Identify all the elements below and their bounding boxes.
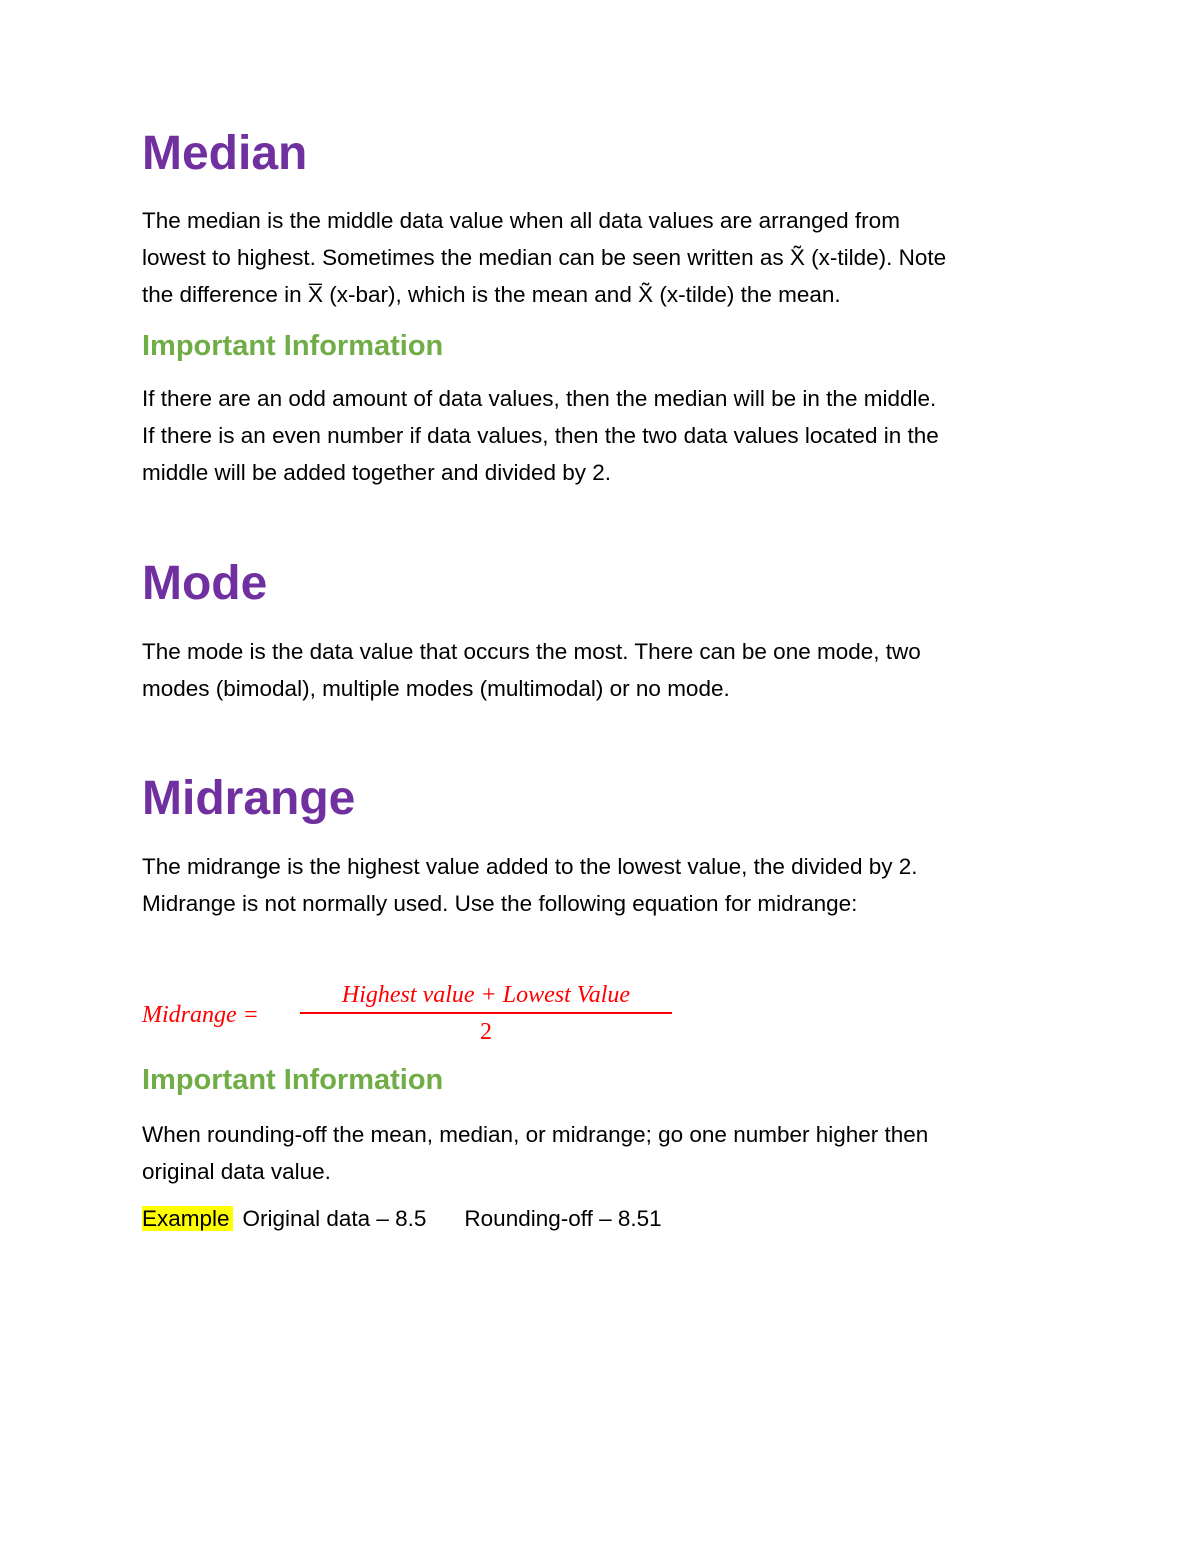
example-label: Example <box>142 1206 233 1231</box>
midrange-info-paragraph <box>142 1116 1072 1190</box>
mode-para-line-1: The mode is the data value that occurs the most. There can be one mode, two <box>142 639 921 664</box>
mode-para-line-2: modes (bimodal), multiple modes (multimodal) or no mode. <box>142 676 730 701</box>
midrange-para-line-1: The midrange is the highest value added to the lowest value, the divided by 2. <box>142 854 918 879</box>
mode-paragraph <box>142 633 1072 707</box>
midrange-info-heading: Important Information <box>142 1064 444 1096</box>
median-info-heading-block <box>142 328 1072 364</box>
mode-heading: Mode <box>142 557 268 610</box>
example-rounded: Rounding-off – 8.51 <box>464 1206 662 1231</box>
example-original: Original data – 8.5 <box>242 1206 427 1231</box>
equation-fraction <box>300 978 672 1048</box>
median-para-line-1: The median is the middle data value when all data values are arranged from <box>142 208 900 233</box>
median-info-heading: Important Information <box>142 330 444 362</box>
median-info-paragraph <box>142 380 1072 491</box>
median-info-line-1: If there are an odd amount of data values, then the median will be in the middle. <box>142 386 937 411</box>
median-heading-block <box>142 126 1072 182</box>
equation-numerator: Highest value + Lowest Value <box>341 982 631 1008</box>
equation-denominator: 2 <box>480 1019 492 1045</box>
equation-lhs: Midrange = <box>142 1002 259 1028</box>
mode-heading-block <box>142 556 1072 612</box>
median-para-line-3: the difference in X̅ (x-bar), which is the mean and X̃ (x-tilde) the mean. <box>142 282 841 307</box>
midrange-paragraph <box>142 848 1072 922</box>
midrange-heading: Midrange <box>142 772 356 825</box>
midrange-para-line-2: Midrange is not normally used. Use the following equation for midrange: <box>142 891 858 916</box>
midrange-info-line-1: When rounding-off the mean, median, or midrange; go one number higher then <box>142 1122 929 1147</box>
median-paragraph <box>142 202 1072 313</box>
median-info-line-2: If there is an even number if data values, then the two data values located in the <box>142 423 939 448</box>
median-info-line-3: middle will be added together and divided by 2. <box>142 460 612 485</box>
median-heading: Median <box>142 127 308 180</box>
midrange-heading-block <box>142 771 1072 827</box>
median-para-line-2: lowest to highest. Sometimes the median can be seen written as X̃ (x-tilde). Note <box>142 245 947 270</box>
midrange-info-line-2: original data value. <box>142 1159 331 1184</box>
example-row <box>142 1200 662 1237</box>
midrange-info-heading-block <box>142 1062 1072 1098</box>
